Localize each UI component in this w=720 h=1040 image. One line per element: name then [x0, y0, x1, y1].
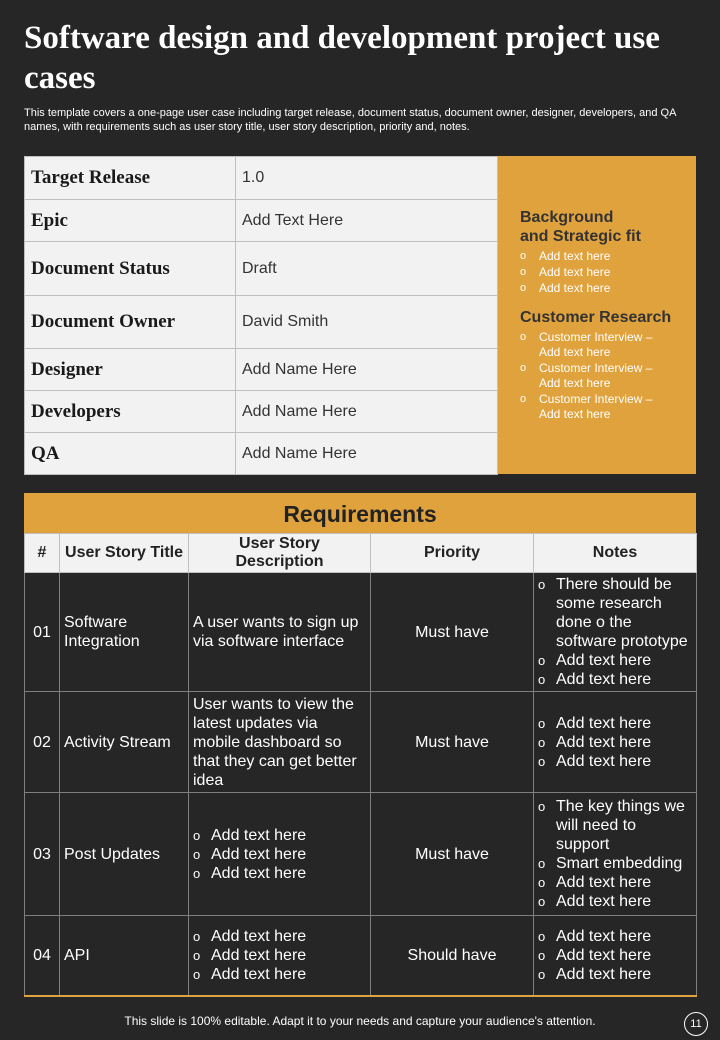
- background-heading: [520, 208, 688, 246]
- page-title: Software design and development project use cases: [24, 20, 660, 96]
- requirements-table: [24, 533, 697, 997]
- background-list: [520, 249, 688, 296]
- table-row: [25, 793, 697, 916]
- info-row-qa: [25, 433, 498, 475]
- table-row: [25, 916, 697, 996]
- list-item: o Add text here: [538, 671, 652, 688]
- column-header-number: #: [25, 534, 60, 573]
- list-item: o Customer Interview – Add text here: [520, 361, 653, 390]
- row-number: 02: [25, 692, 60, 793]
- bullet-icon: o: [538, 734, 546, 750]
- bullet-icon: o: [538, 715, 546, 731]
- customer-research-heading: Customer Research: [520, 309, 672, 326]
- table-header-row: [25, 534, 697, 573]
- list-item: o Smart embedding: [538, 855, 683, 872]
- bullet-icon: o: [193, 827, 201, 843]
- background-strategic-panel: [498, 156, 696, 474]
- footer-note: This slide is 100% editable. Adapt it to your needs and capture your audience's attention.: [124, 1014, 596, 1028]
- list-item: o Add text here: [538, 752, 652, 770]
- list-item: o Add text here: [538, 714, 652, 732]
- row-number: 03: [25, 793, 60, 916]
- row-number: 04: [25, 916, 60, 996]
- row-priority: Should have: [371, 916, 534, 996]
- list-item: o Add text here: [193, 927, 307, 945]
- info-row-document-status: [25, 242, 498, 296]
- bullet-icon: o: [193, 947, 201, 963]
- info-value: 1.0: [236, 157, 498, 200]
- info-row-designer: [25, 349, 498, 391]
- bullet-icon: o: [520, 393, 527, 405]
- info-row-target-release: [25, 157, 498, 200]
- list-item: o Add text here: [538, 733, 652, 751]
- list-item: o Add text here: [520, 249, 611, 263]
- bullet-icon: o: [538, 653, 546, 668]
- list-item: o Add text here: [538, 652, 652, 669]
- bullet-icon: o: [538, 856, 546, 871]
- bullet-icon: o: [520, 250, 527, 262]
- list-item: o Add text here: [193, 965, 307, 983]
- column-header-notes: Notes: [534, 534, 697, 573]
- bullet-icon: o: [538, 672, 546, 687]
- info-row-epic: [25, 200, 498, 242]
- list-item: o Add text here: [538, 946, 652, 964]
- info-value: Draft: [236, 242, 498, 296]
- info-key: Document Status: [25, 242, 236, 296]
- bullet-icon: o: [193, 966, 201, 982]
- row-title: Software Integration: [60, 573, 189, 692]
- column-header-title: User Story Title: [60, 534, 189, 573]
- list-item: o Add text here: [193, 864, 307, 882]
- column-header-description: User Story Description: [189, 534, 371, 573]
- list-item: o Add text here: [520, 281, 611, 295]
- row-description: A user wants to sign up via software interface: [189, 573, 371, 692]
- row-description: [189, 793, 371, 916]
- list-item: o There should be some research done o the software prototype: [538, 576, 688, 650]
- list-item: o The key things we will need to support: [538, 798, 685, 853]
- bullet-icon: o: [538, 894, 546, 909]
- bullet-icon: o: [520, 266, 527, 278]
- info-row-developers: [25, 391, 498, 433]
- table-row: [25, 692, 697, 793]
- row-priority: Must have: [371, 692, 534, 793]
- row-title: API: [60, 916, 189, 996]
- bullet-icon: o: [538, 753, 546, 769]
- row-priority: Must have: [371, 573, 534, 692]
- row-notes: [534, 692, 697, 793]
- column-header-priority: Priority: [371, 534, 534, 573]
- row-notes: [534, 573, 697, 692]
- page-number-badge: 11: [684, 1012, 708, 1036]
- info-key: Document Owner: [25, 296, 236, 349]
- customer-research-list: [520, 330, 688, 422]
- requirements-heading: Requirements: [24, 493, 696, 533]
- list-item: o Customer Interview – Add text here: [520, 330, 653, 359]
- list-item: o Add text here: [520, 265, 611, 279]
- row-title: Post Updates: [60, 793, 189, 916]
- bullet-icon: o: [538, 928, 546, 944]
- row-number: 01: [25, 573, 60, 692]
- project-info-table: [24, 156, 498, 475]
- row-notes: [534, 916, 697, 996]
- row-description: User wants to view the latest updates via mobile dashboard so that they can get better idea: [189, 692, 371, 793]
- list-item: o Add text here: [193, 826, 307, 844]
- list-item: o Add text here: [538, 965, 652, 983]
- page-subtitle: This template covers a one-page user case including target release, document status, document owner, designer, developers, and QA names, with requirements such as user story title, user story description, priority and, notes.: [24, 107, 676, 133]
- row-description: [189, 916, 371, 996]
- info-row-document-owner: [25, 296, 498, 349]
- bullet-icon: o: [520, 331, 527, 343]
- list-item: o Add text here: [193, 845, 307, 863]
- info-key: Designer: [25, 349, 236, 391]
- bullet-icon: o: [538, 875, 546, 890]
- bullet-icon: o: [538, 947, 546, 963]
- info-key: Epic: [25, 200, 236, 242]
- list-item: o Add text here: [193, 946, 307, 964]
- info-value: Add Name Here: [236, 349, 498, 391]
- background-heading-line1: Background: [520, 209, 614, 226]
- bullet-icon: o: [520, 362, 527, 374]
- background-heading-line2: and Strategic fit: [520, 228, 641, 245]
- list-item: o Add text here: [538, 874, 652, 891]
- row-priority: Must have: [371, 793, 534, 916]
- info-value: David Smith: [236, 296, 498, 349]
- info-key: Developers: [25, 391, 236, 433]
- info-key: Target Release: [25, 157, 236, 200]
- bullet-icon: o: [193, 865, 201, 881]
- list-item: o Customer Interview – Add text here: [520, 392, 653, 421]
- bullet-icon: o: [193, 928, 201, 944]
- bullet-icon: o: [538, 799, 546, 814]
- info-value: Add Text Here: [236, 200, 498, 242]
- list-item: o Add text here: [538, 893, 652, 910]
- bullet-icon: o: [520, 282, 527, 294]
- info-value: Add Name Here: [236, 433, 498, 475]
- bullet-icon: o: [538, 577, 546, 592]
- bullet-icon: o: [538, 966, 546, 982]
- row-notes: [534, 793, 697, 916]
- table-row: [25, 573, 697, 692]
- list-item: o Add text here: [538, 927, 652, 945]
- info-key: QA: [25, 433, 236, 475]
- row-title: Activity Stream: [60, 692, 189, 793]
- bullet-icon: o: [193, 846, 201, 862]
- info-value: Add Name Here: [236, 391, 498, 433]
